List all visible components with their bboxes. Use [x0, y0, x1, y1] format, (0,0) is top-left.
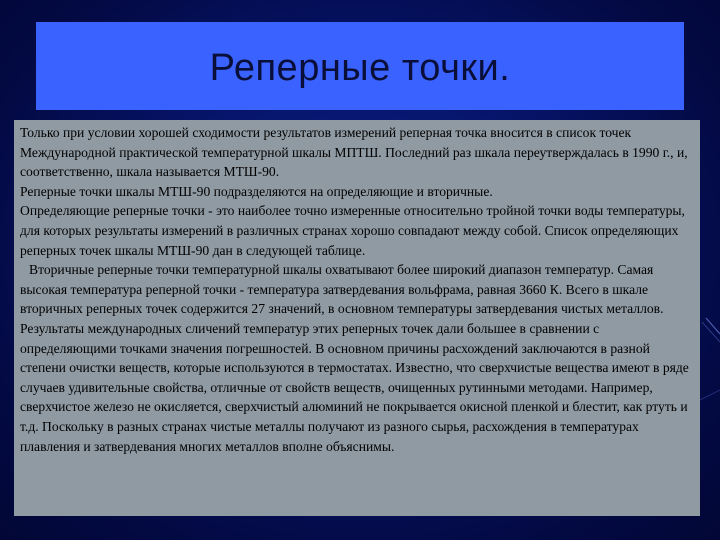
paragraph-3: Определяющие реперные точки - это наиболее точно измеренные относительно тройной точки воды температуры, для которых результаты измерений в различных странах хорошо совпадают между собой. Список определяющих реперных точек шкалы МТШ-90 дан в следующей таблице.: [20, 203, 685, 258]
body-text-box: [14, 120, 700, 516]
title-box: [36, 22, 684, 110]
paragraph-1: Только при условии хорошей сходимости результатов измерений реперная точка вносится в список точек Международной практической температурной шкалы МПТШ. Последний раз шкала переутверждалась в 1990 г., и, соответственно, шкала называется МТШ-90.: [20, 125, 688, 180]
paragraph-2: Реперные точки шкалы МТШ-90 подразделяются на определяющие и вторичные.: [20, 183, 493, 199]
slide-title: Реперные точки.: [209, 46, 511, 89]
paragraph-4: Вторичные реперные точки температурной шкалы охватывают более широкий диапазон температур. Самая высокая температура реперной точки - температура затвердевания вольфрама, равная 3660 К. Всего в шкале вторичных реперных точек содержится 27 значений, в основном температуры затвердевания чистых металлов. Результаты международных сличений температур этих реперных точек дали большее в сравнении с определяющими точками значения погрешностей. В основном причины расхождений заключаются в разной степени очистки веществ, которые используются в термостатах. Известно, что сверхчистые вещества имеют в ряде случаев удивительные свойства, отличные от свойств веществ, очищенных рутинными методами. Например, сверхчистое железо не окисляется, сверхчистый алюминий не покрывается окисной пленкой и блестит, как ртуть и т.д. Поскольку в разных странах чистые металлы получают из разного сырья, расхождения в температурах плавления и затвердевания многих металлов вполне объяснимы.: [20, 262, 689, 454]
